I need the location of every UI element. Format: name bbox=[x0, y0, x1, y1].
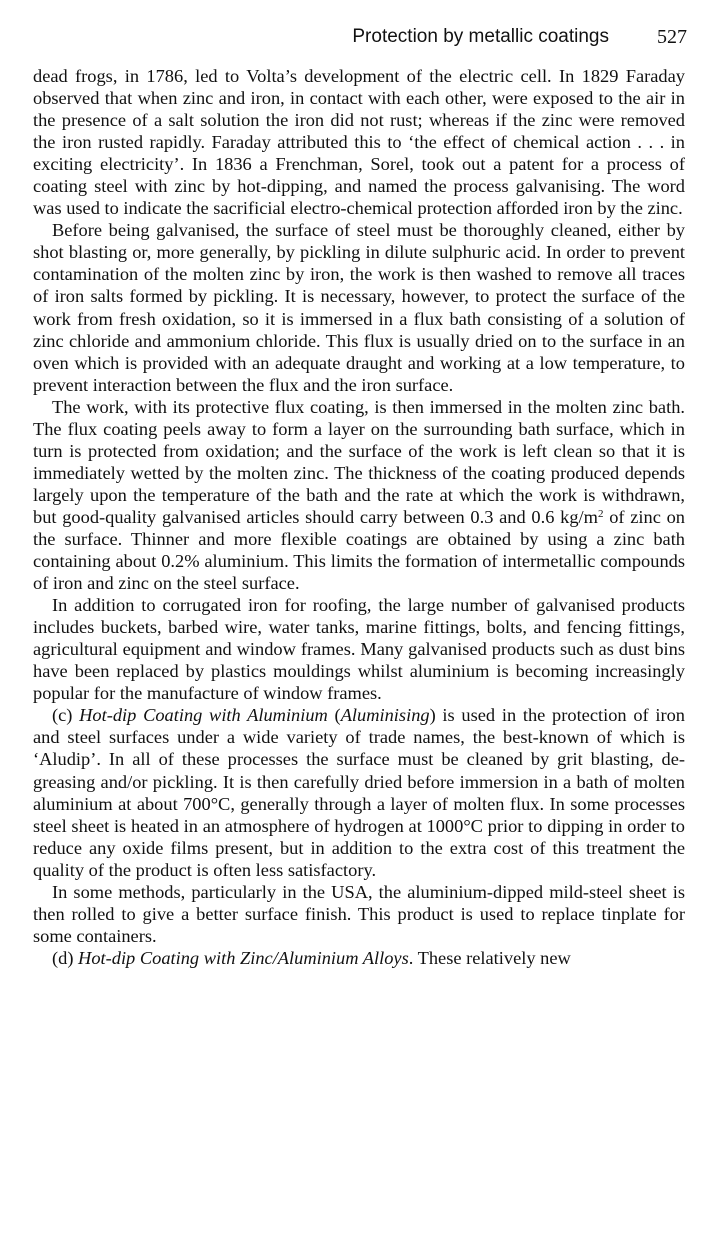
running-header bbox=[0, 26, 717, 56]
paragraph-immersion bbox=[33, 396, 685, 594]
paragraph-zinc-aluminium bbox=[33, 947, 685, 969]
running-title: Protection by metallic coatings bbox=[352, 26, 609, 47]
paragraph-cleaning: Before being galvanised, the surface of steel must be thoroughly cleaned, either by shot blasting or, more generally, by pickling in dilute sulphuric acid. In order to prevent contamination of the molten zinc by iron, the work is then washed to remove all traces of iron salts formed by pickling. It is necessary, however, to protect the surface of the work from fresh oxidation, so it is immersed in a flux bath consisting of a solution of zinc chloride and ammonium chloride. This flux is usually dried on to the surface in an oven which is provided with an adequate draught and working at a low temperature, to prevent interaction between the flux and the iron surface. bbox=[33, 220, 685, 395]
superscript: 2 bbox=[597, 507, 604, 520]
text-segment: of zinc on the surface. Thinner and more flexible coatings are obtained by using a zinc bath containing about 0.2% aluminium. This limits the formation of intermetallic compounds of iron and zinc on the steel surface. bbox=[33, 506, 686, 594]
paragraph-aluminising bbox=[33, 704, 685, 880]
item-heading-term: Aluminising bbox=[340, 705, 430, 726]
text-segment: . These relatively new bbox=[408, 947, 571, 968]
paragraph-products: In addition to corrugated iron for roofing, the large number of galvanised products includes buckets, barbed wire, water tanks, marine fittings, bolts, and fencing fittings, agricultural equipment and window frames. Many galvanised products such as dust bins have been replaced by plastics mouldings whilst aluminium is becoming increasingly popular for the manufacture of window frames. bbox=[33, 595, 685, 704]
item-label: (c) bbox=[52, 705, 80, 726]
page-number: 527 bbox=[657, 26, 687, 48]
item-heading: Hot-dip Coating with Aluminium bbox=[79, 705, 328, 726]
text-segment: The work, with its protective flux coating, is then immersed in the molten zinc bath. The flux coating peels away to form a layer on the surrounding bath surface, which in turn is protected from oxidation; and the surface of the work is left clean so that it is immediately wetted by the molten zinc. The thickness of the coating produced depends largely upon the temperature of the bath and the rate at which the work is withdrawn, but good-quality galvanised articles should carry between 0.3 and 0.6 kg/m bbox=[33, 396, 685, 527]
body-text bbox=[33, 65, 685, 969]
text-segment: ( bbox=[327, 705, 341, 726]
paragraph-usa-methods: In some methods, particularly in the USA, the aluminium-dipped mild-steel sheet is then rolled to give a better surface finish. This product is used to replace tinplate for some containers. bbox=[33, 881, 685, 946]
text-segment: ) is used in the protection of iron and steel surfaces under a wide variety of trade names, the best-known of which is ‘Aludip’. In all of these processes the surface must be cleaned by grit blasting, de-greasing and/or pickling. It is then carefully dried before immersion in a bath of molten aluminium at about 700°C, generally through a layer of molten flux. In some processes steel sheet is heated in an atmosphere of hydrogen at 1000°C prior to dipping in order to reduce any oxide films present, but in addition to the extra cost of this treatment the quality of the product is often less satisfactory. bbox=[33, 705, 685, 880]
paragraph-continued: dead frogs, in 1786, led to Volta’s development of the electric cell. In 1829 Faraday observed that when zinc and iron, in contact with each other, were exposed to the air in the presence of a salt solution the iron did not rust; whereas if the zinc were removed the iron rusted rapidly. Faraday attributed this to ‘the effect of chemical action . . . in exciting electricity’. In 1836 a Frenchman, Sorel, took out a patent for a process of coating steel with zinc by hot-dipping, and named the process galvanising. The word was used to indicate the sacrificial electro-chemical protection afforded iron by the zinc. bbox=[33, 66, 685, 219]
item-label: (d) bbox=[52, 947, 79, 968]
item-heading: Hot-dip Coating with Zinc/Aluminium Alloys bbox=[78, 947, 409, 968]
